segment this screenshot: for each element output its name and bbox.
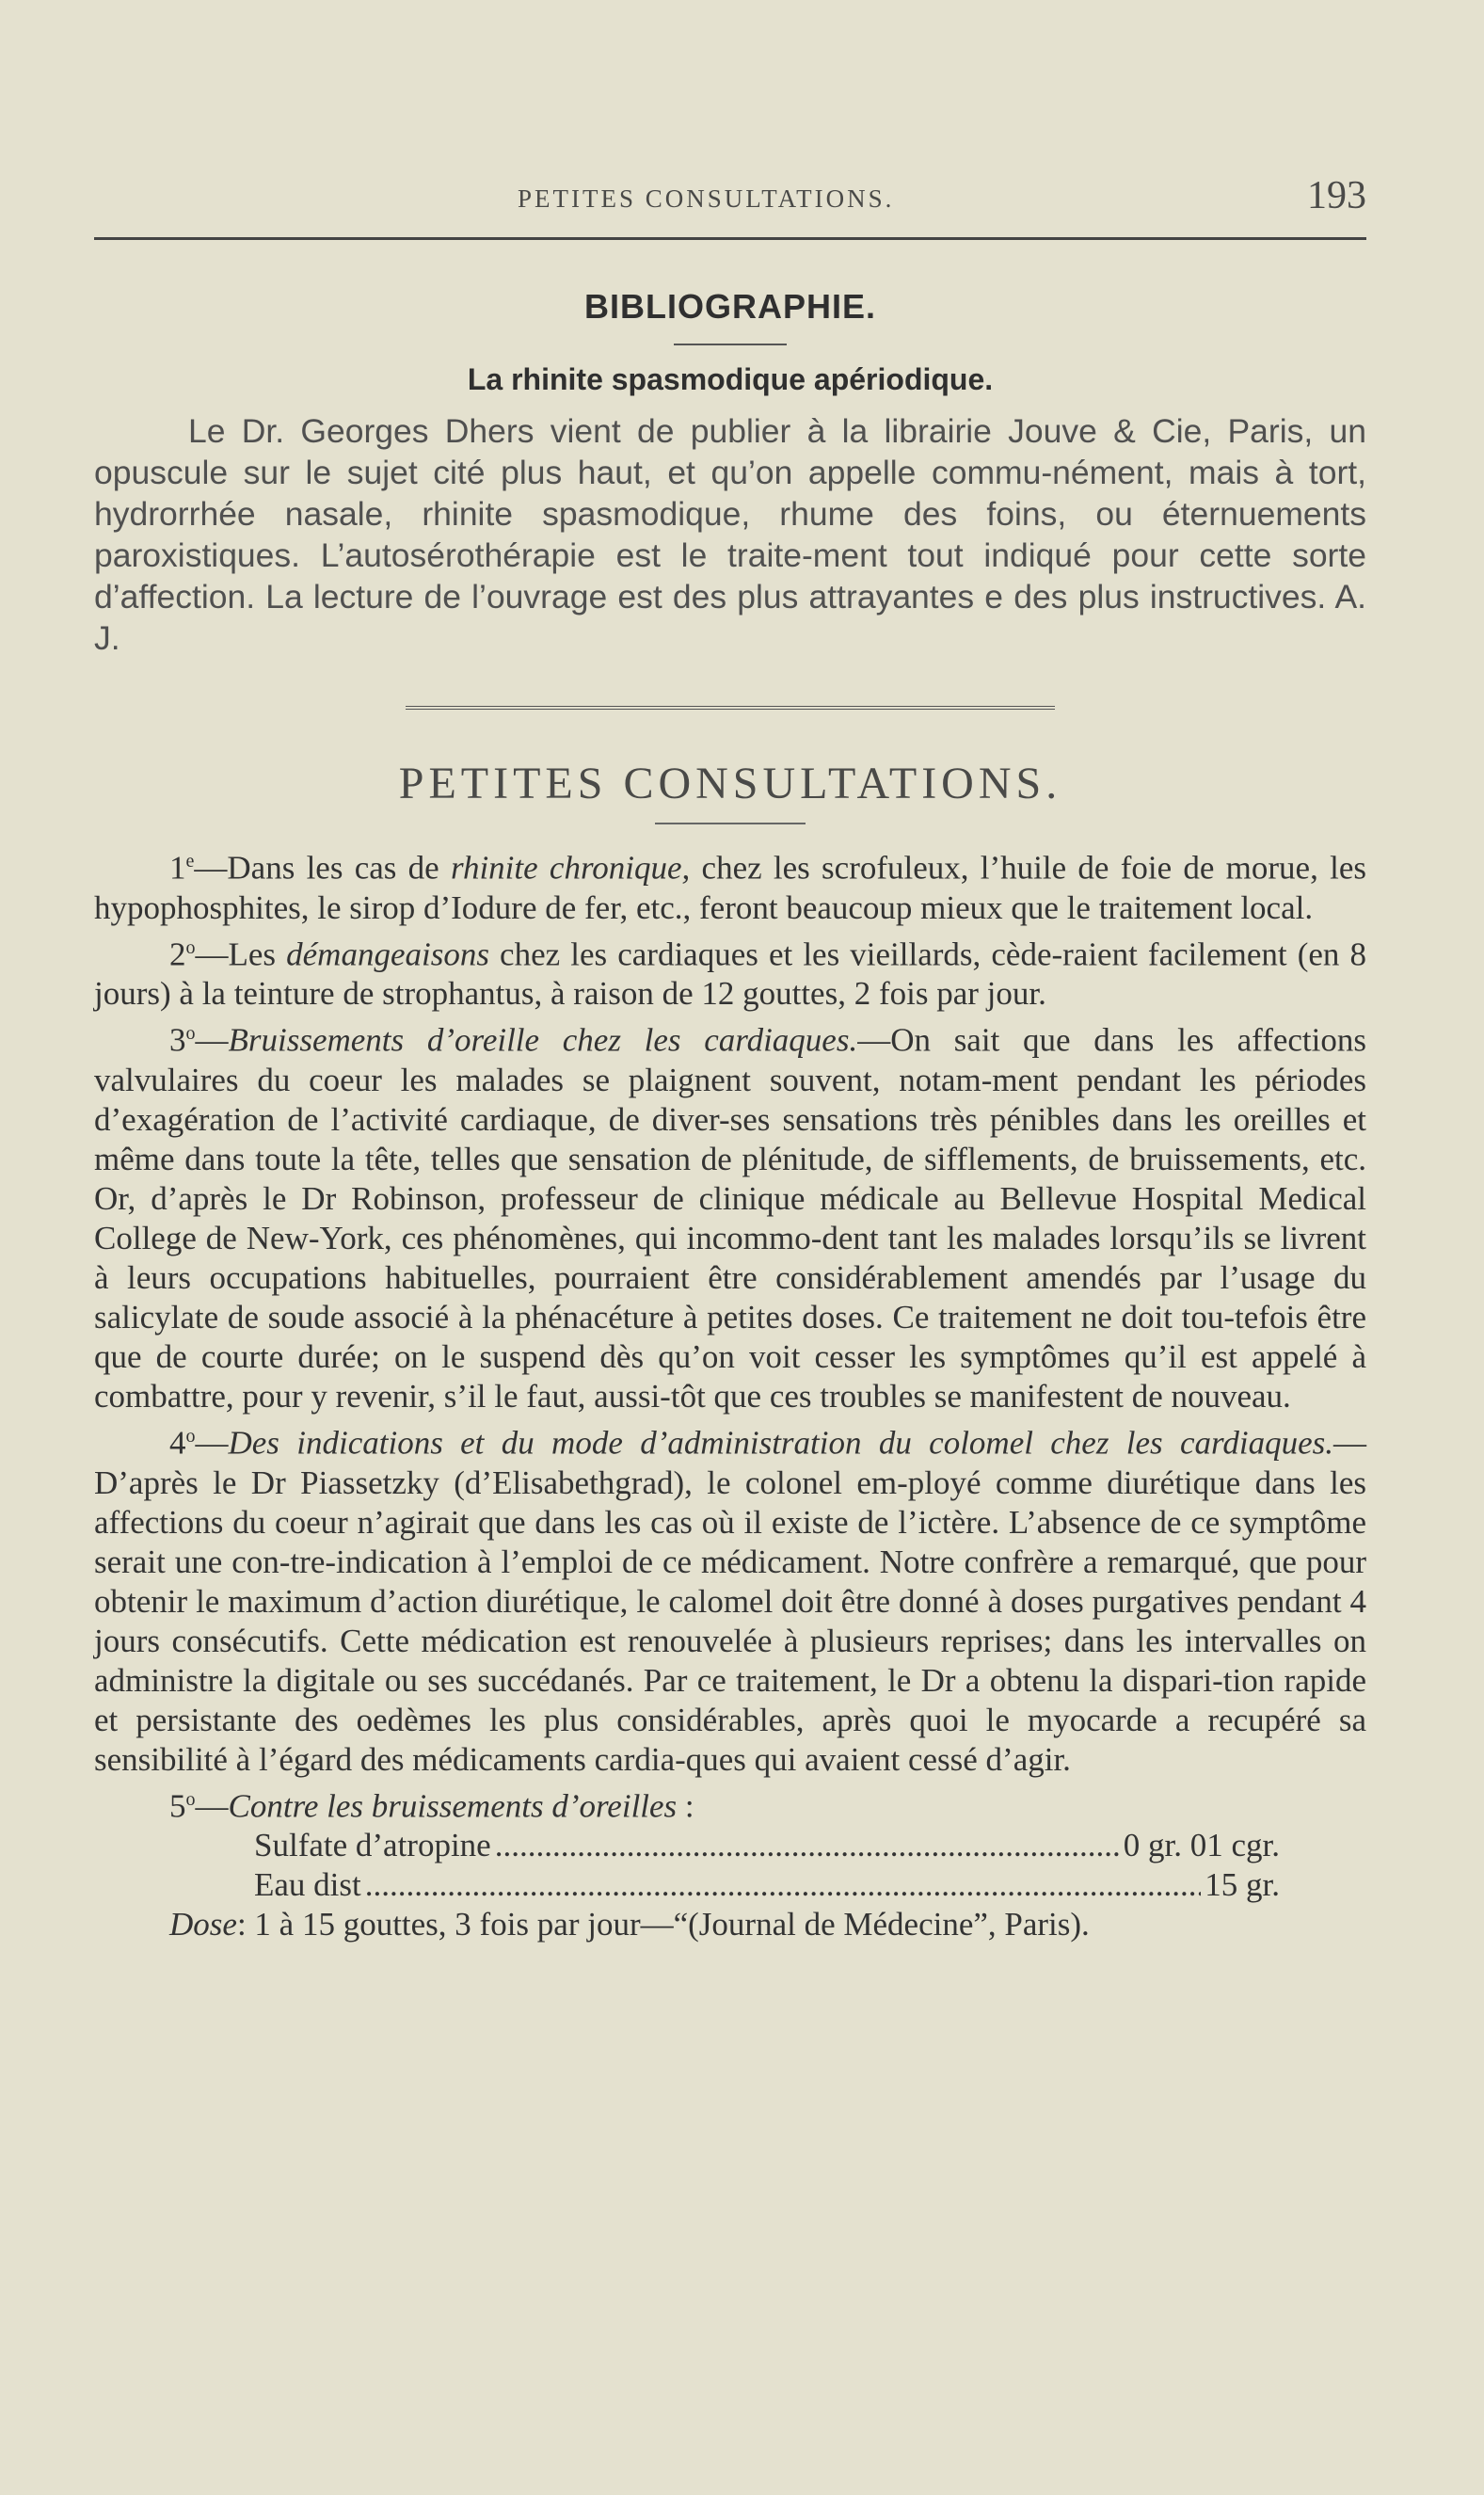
consultation-item-1: 1e—Dans les cas de rhinite chronique, chez les scrofuleux, l’huile de foie de morue, les hypophosphites, le sirop d’Iodure de fer, etc., feront beaucoup mieux que le traitement local. (94, 849, 1366, 926)
consultation-item-2: 2$^o$—Les démangeaisons chez les cardiaques et les vieillards, cède-raient facilement (en 8 jours) à la teinture de strophantus, à raison de 12 gouttes, 2 fois par jour. (94, 936, 1366, 1013)
formula-amount: 0 gr. 01 cgr. (1123, 1827, 1280, 1864)
consultations-body (94, 841, 1366, 1944)
running-title: PETITES CONSULTATIONS. (518, 184, 895, 213)
running-header (94, 169, 1366, 226)
bibliography-heading: BIBLIOGRAPHIE. (583, 287, 876, 326)
bibliography-rule (674, 344, 787, 345)
page-number: 193 (1307, 174, 1366, 217)
prescription-formula (254, 1826, 1366, 1905)
dose-line (94, 1905, 1366, 1944)
formula-amount: 15 gr. (1205, 1866, 1280, 1904)
bibliography-subtitle: La rhinite spasmodique apériodique. (467, 362, 994, 396)
page (94, 169, 1366, 1944)
formula-ingredient: Sulfate d’atropine (254, 1827, 491, 1864)
formula-ingredient: Eau dist (254, 1866, 361, 1904)
header-rule (94, 237, 1366, 240)
leader-dots (495, 1826, 1120, 1865)
dose-text: : 1 à 15 gouttes, 3 fois par jour—“(Journal de Médecine”, Paris). (236, 1906, 1090, 1943)
consultation-item-4: 4$^o$—Des indications et du mode d’administration du colomel chez les cardiaques.—D’après le Dr Piassetzky (d’Elisabethgrad), le colonel em-ployé comme diurétique dans les affections du coeur n’agirait que dans les cas où il existe de l’ictère. L’absence de ce symptôme serait une con-tre-indication à l’emploi de ce médicament. Notre confrère a remarqué, que pour obtenir le maximum d’action diurétique, le calomel doit être donné à doses purgatives pendant 4 jours consécutifs. Cette médication est renouvelée à plusieurs reprises; dans les intervalles on administre la digitale ou ses succédanés. Par ce traitement, le Dr a obtenu la dispari-tion rapide et persistante des oedèmes les plus considérables, après quoi le myocarde a recupéré sa sensibilité à l’égard des médicaments cardia-ques qui avaient cessé d’agir. (94, 1424, 1366, 1778)
consultations-rule (655, 823, 806, 824)
bibliography-text: Le Dr. Georges Dhers vient de publier à la librairie Jouve & Cie, Paris, un opuscule sur le sujet cité plus haut, et qu’on appelle commu-nément, mais à tort, hydrorrhée nasale, rhinite spasmodique, rhume des foins, ou éternuements paroxistiques. L’autosérothérapie est le traite-ment tout indiqué pour cette sorte d’affection. La lecture de l’ouvrage est des plus attrayantes e des plus instructives. A. J. (94, 412, 1366, 657)
section-separator (406, 706, 1055, 712)
consultation-item-5: 5$^o$—Contre les bruissements d’oreilles : (169, 1787, 694, 1825)
formula-row (254, 1865, 1280, 1905)
leader-dots (365, 1865, 1202, 1905)
consultations-heading: PETITES CONSULTATIONS. (398, 759, 1062, 808)
dose-label: Dose (169, 1906, 237, 1943)
formula-row (254, 1826, 1280, 1865)
consultation-item-3: 3$^o$—Bruissements d’oreille chez les cardiaques.—On sait que dans les affections valvulaires du coeur les malades se plaignent souvent, notam-ment pendant les périodes d’exagération de l’activité cardiaque, de diver-ses sensations très pénibles dans les oreilles et même dans toute la tête, telles que sensation de plénitude, de sifflements, de bruissements, etc. Or, d’après le Dr Robinson, professeur de clinique médicale au Bellevue Hospital Medical College de New-York, ces phénomènes, qui incommo-dent tant les malades lorsqu’ils se livrent à leurs occupations habituelles, pourraient être considérablement amendés par l’usage du salicylate de soude associé à la phénacéture à petites doses. Ce traitement ne doit tou-tefois être que de courte durée; on le suspend dès qu’on voit cesser les symptômes qu’il est appelé à combattre, pour y revenir, s’il le faut, aussi-tôt que ces troubles se manifestent de nouveau. (94, 1021, 1366, 1415)
